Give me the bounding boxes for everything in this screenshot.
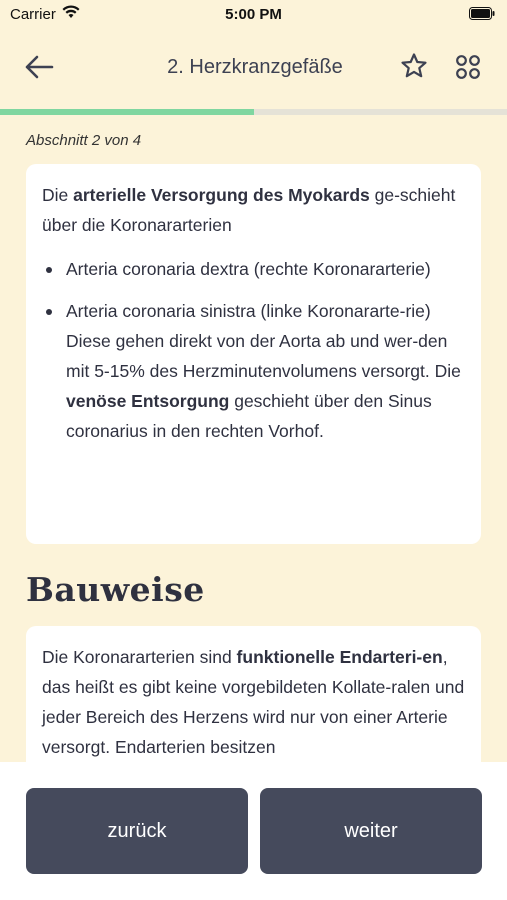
nav-header — [0, 38, 507, 98]
card-body — [42, 642, 465, 762]
status-bar — [0, 0, 507, 30]
back-arrow-icon[interactable] — [24, 54, 54, 80]
list-item-text: Arteria coronaria sinistra (linke Koronararte-rie) — [66, 301, 431, 321]
list-item — [42, 254, 465, 284]
progress-bar — [0, 109, 507, 115]
intro-bold: arterielle Versorgung des Myokards — [73, 185, 370, 205]
section-heading: Bauweise — [26, 570, 205, 609]
carrier-label: Carrier — [10, 6, 56, 23]
content-card-supply — [26, 164, 481, 544]
list-item-bold: venöse Entsorgung — [66, 391, 230, 411]
section-label: Abschnitt 2 von 4 — [26, 132, 142, 149]
status-time: 5:00 PM — [225, 6, 282, 23]
star-icon[interactable] — [400, 52, 428, 80]
intro-text: Die — [42, 185, 74, 205]
grid-menu-icon[interactable] — [455, 54, 481, 80]
list-item — [42, 296, 465, 446]
back-button[interactable]: zurück — [26, 788, 248, 874]
body-text-end: , das heißt es gibt keine vorgebildeten Kollate-ralen und jeder Bereich des Herzens wird nur von einer Arterie versorgt. Endarterien besitzen — [42, 647, 465, 757]
page-title: 2. Herzkranzgefäße — [167, 56, 343, 78]
intro-text-end: ge-schieht über die Koronararterien — [42, 185, 456, 235]
list-item-continuation: Diese gehen direkt von der Aorta ab und wer-den mit 5-15% des Herzminutenvolumens versorgt. Die — [66, 331, 461, 381]
list-item-continuation-end: geschieht über den Sinus coronarius in den rechten Vorhof. — [66, 391, 432, 441]
card-intro — [42, 180, 465, 240]
next-button[interactable]: weiter — [260, 788, 482, 874]
progress-fill — [0, 109, 254, 115]
body-bold: funktionelle Endarteri-en — [236, 647, 443, 667]
body-text: Die Koronararterien sind — [42, 647, 237, 667]
bottom-nav-bar — [0, 762, 507, 900]
artery-list — [42, 254, 465, 446]
list-item-text: Arteria coronaria dextra (rechte Koronararterie) — [66, 259, 431, 279]
battery-icon — [469, 7, 495, 20]
